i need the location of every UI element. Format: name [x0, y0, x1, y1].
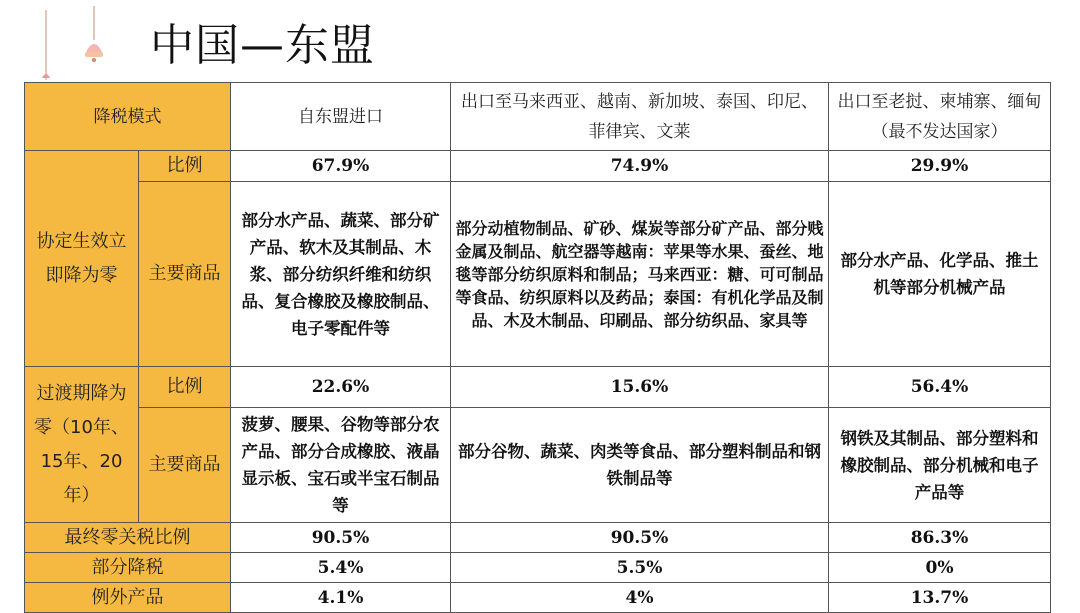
ratio-value: 90.5% — [231, 523, 451, 553]
goods-cell: 菠萝、腰果、谷物等部分农产品、部分合成橡胶、液晶显示板、宝石或半宝石制品等 — [231, 408, 451, 523]
ratio-value: 29.9% — [829, 151, 1051, 182]
table-row — [25, 583, 1051, 613]
ratio-value: 4.1% — [231, 583, 451, 613]
group-transition-zero-label: 过渡期降为零（10年、15年、20年） — [25, 367, 139, 523]
table-row — [25, 367, 1051, 408]
header-mode-cell: 降税模式 — [25, 83, 231, 151]
goods-cell: 部分水产品、蔬菜、部分矿产品、软木及其制品、木浆、部分纺织纤维和纺织品、复合橡胶及橡胶制品、电子零配件等 — [231, 182, 451, 367]
table-row — [25, 408, 1051, 523]
ratio-value: 90.5% — [451, 523, 829, 553]
ratio-value: 86.3% — [829, 523, 1051, 553]
exception-products-label: 例外产品 — [25, 583, 231, 613]
page-title: 中国—东盟 — [150, 20, 375, 71]
hanging-ornaments-decoration — [0, 0, 110, 90]
ratio-value: 74.9% — [451, 151, 829, 182]
main-goods-label: 主要商品 — [139, 182, 231, 367]
table-row — [25, 553, 1051, 583]
table-header-row — [25, 83, 1051, 151]
tariff-reduction-table — [24, 82, 1051, 613]
ratio-value: 13.7% — [829, 583, 1051, 613]
main-goods-label: 主要商品 — [139, 408, 231, 523]
header-export-asean6: 出口至马来西亚、越南、新加坡、泰国、印尼、菲律宾、文莱 — [451, 83, 829, 151]
ratio-value: 5.4% — [231, 553, 451, 583]
ratio-label: 比例 — [139, 151, 231, 182]
ratio-value: 5.5% — [451, 553, 829, 583]
goods-cell: 钢铁及其制品、部分塑料和橡胶制品、部分机械和电子产品等 — [829, 408, 1051, 523]
ratio-value: 0% — [829, 553, 1051, 583]
goods-cell: 部分水产品、化学品、推土机等部分机械产品 — [829, 182, 1051, 367]
ratio-value: 15.6% — [451, 367, 829, 408]
table-row — [25, 182, 1051, 367]
ratio-value: 22.6% — [231, 367, 451, 408]
partial-reduction-label: 部分降税 — [25, 553, 231, 583]
goods-cell: 部分动植物制品、矿砂、煤炭等部分矿产品、部分贱金属及制品、航空器等越南：苹果等水果、蚕丝、地毯等部分纺织原料和制品；马来西亚：糖、可可制品等食品、纺织原料以及药品；泰国：有机化学品及制品、木及木制品、印刷品、部分纺织品、家具等 — [451, 182, 829, 367]
table-row — [25, 151, 1051, 182]
ratio-value: 56.4% — [829, 367, 1051, 408]
ratio-value: 67.9% — [231, 151, 451, 182]
group-immediate-zero-label: 协定生效立即降为零 — [25, 151, 139, 367]
header-import-from-asean: 自东盟进口 — [231, 83, 451, 151]
final-zero-tariff-label: 最终零关税比例 — [25, 523, 231, 553]
goods-cell: 部分谷物、蔬菜、肉类等食品、部分塑料制品和钢铁制品等 — [451, 408, 829, 523]
header-export-ldc: 出口至老挝、柬埔寨、缅甸（最不发达国家） — [829, 83, 1051, 151]
ratio-label: 比例 — [139, 367, 231, 408]
ratio-value: 4% — [451, 583, 829, 613]
table-row — [25, 523, 1051, 553]
